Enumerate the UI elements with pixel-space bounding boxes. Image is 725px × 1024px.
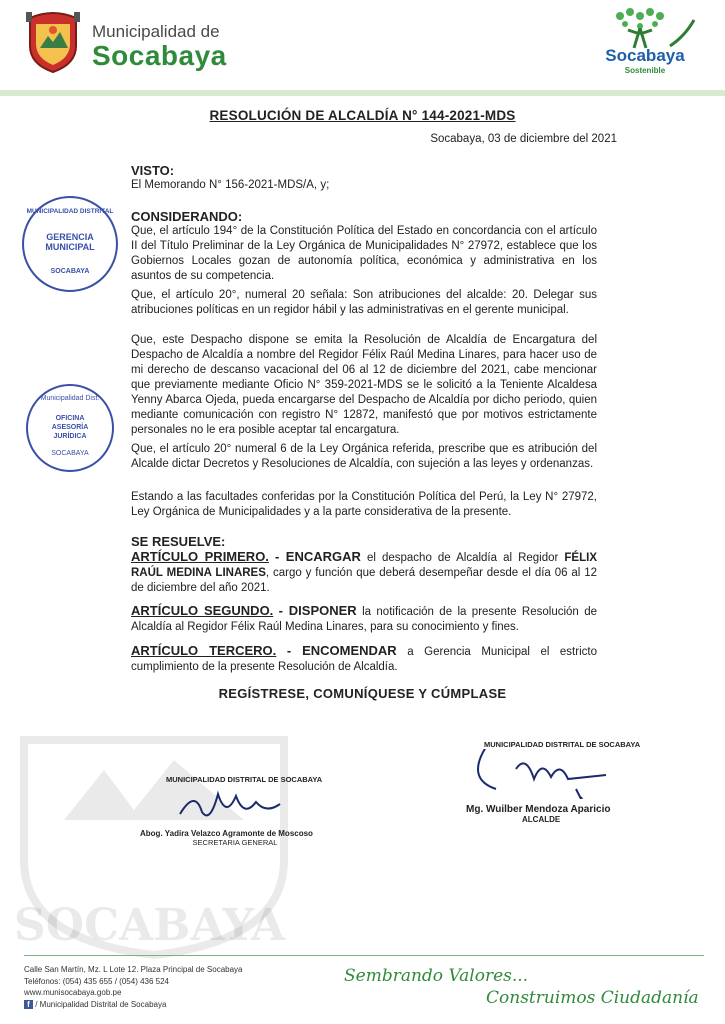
stamp-center-text: GERENCIA MUNICIPAL [45,232,95,252]
resuelve-heading: SE RESUELVE: [131,534,226,549]
footer-slogan-1: Sembrando Valores... [344,966,529,986]
socabaya-sostenible-logo [590,6,700,78]
municipality-label-big: Socabaya [92,40,227,71]
footer-slogan-2: Construimos Ciudadanía [486,988,699,1008]
article-text: el despacho de Alcaldía al Regidor [360,552,565,564]
footer-website: www.munisocabaya.gob.pe [24,988,122,997]
stamp-bottom-text: SOCABAYA [51,450,89,457]
asesoria-juridica-stamp [26,384,114,472]
secretaria-signature-block [140,775,330,847]
footer-phones: Teléfonos: (054) 435 655 / (054) 436 524 [24,976,169,986]
handwritten-signature [140,784,330,824]
tree-people-icon [590,6,700,50]
visto-text: El Memorando N° 156-2021-MDS/A, y; [131,179,330,191]
handwritten-signature [456,749,656,799]
resuelve-section [131,534,597,596]
stamp-center-text: OFICINA ASESORÍA JURÍDICA [51,415,89,440]
considerando-paragraph: Estando a las facultades conferidas por la Constitución Política del Perú, la Ley N° 27972, Ley Orgánica de Municipalidades y a la parte considerativa de la presente. [131,491,597,518]
article-label: ARTÍCULO PRIMERO. [131,549,269,564]
brand-name: Socabaya [605,46,685,65]
signature-org: MUNICIPALIDAD DISTRITAL DE SOCABAYA [166,775,323,784]
signature-name: Mg. Wuilber Mendoza Aparicio [466,804,611,815]
article-name: FÉLIX RAÚL MEDINA LINARES [131,552,597,579]
article-label: ARTÍCULO SEGUNDO. [131,603,274,618]
signature-org: MUNICIPALIDAD DISTRITAL DE SOCABAYA [484,740,641,749]
article-tercero [131,643,597,675]
municipality-label-small: Municipalidad de [92,22,220,41]
article-text: a Gerencia Municipal el estricto cumplimiento de la presente Resolución de Alcaldía. [131,646,597,673]
article-segundo [131,603,597,635]
footer-divider [24,955,704,956]
article-verb: - ENCARGAR [274,549,361,564]
considerando-paragraph: Que, este Despacho dispone se emita la Resolución de Alcaldía de Encargatura del Despacho de Alcaldía a nombre del Regidor Félix Raúl Medina Linares, para hacer uso de mi derecho de descanso vacacional del 06 al 12 de diciembre del 2021, cabe mencionar que previamente mediante Oficio N° 359-2021-MDS se le solicitó a la Teniente Alcaldesa Yenny Abarca Ojeda, pueda encargarse del Despacho de Alcaldía por dicho periodo, quien mediante comunicación con registro N° 12872, manifestó que por motivos estrictamente personales no le era posible aceptar tal encargatura. [131,334,597,436]
article-text: , cargo y función que deberá desempeñar desde el día 06 al 12 de diciembre del año 2021. [131,567,597,594]
considerando-paragraph: Que, el artículo 194° de la Constitución Política del Estado en concordancia con el artículo II del Título Preliminar de la Ley Orgánica de Municipalidades N° 27972, establece que los Gobiernos Locales gozan de autonomía política, económica y administrativa en los asuntos de su competencia. [131,225,597,282]
facebook-icon: f [24,1000,33,1009]
closing-formula: REGÍSTRESE, COMUNÍQUESE Y CÚMPLASE [218,686,507,701]
considerando-paragraph: Que, el artículo 20°, numeral 20 señala: Son atribuciones del alcalde: 20. Delegar sus atribuciones políticas en un regidor hábil y las administrativas en el gerente municipal. [131,289,597,316]
visto-heading: VISTO: [131,163,175,178]
considerando-paragraph: Que, el artículo 20° numeral 6 de la Ley Orgánica referida, prescribe que es atribución del Alcalde dictar Decretos y Resoluciones de Alcaldía, con sujeción a las leyes y ordenanzas. [131,443,597,470]
gerencia-municipal-stamp [22,196,118,292]
article-text: la notificación de la presente Resolución de Alcaldía al Regidor Félix Raúl Medina Linares, para su conocimiento y fines. [131,606,597,633]
municipal-shield-logo [22,8,84,74]
alcalde-signature-block [456,740,656,824]
considerando-section [131,209,597,284]
article-verb: - ENCOMENDAR [286,643,397,658]
footer-address: Calle San Martín, Mz. L Lote 12. Plaza Principal de Socabaya [24,965,243,974]
footer-contact [24,964,243,1010]
stamp-bottom-text: SOCABAYA [50,268,90,275]
resolution-date: Socabaya, 03 de diciembre del 2021 [430,133,617,145]
signature-name: Abog. Yadira Velazco Agramonte de Moscoso [140,829,313,838]
stamp-ring-text: MUNICIPALIDAD DISTRITAL [26,208,114,215]
signature-role: SECRETARIA GENERAL [192,838,278,847]
footer-facebook [24,999,243,1011]
header-divider [0,90,725,96]
footer-facebook-label: / Municipalidad Distrital de Socabaya [35,999,167,1009]
article-label: ARTÍCULO TERCERO. [131,643,277,658]
signature-role: ALCALDE [522,815,561,824]
watermark-text: SOCABAYA [14,900,286,951]
considerando-heading: CONSIDERANDO: [131,209,243,224]
stamp-ring-text: Municipalidad Dist. [40,395,100,402]
resolution-title: RESOLUCIÓN DE ALCALDÍA N° 144-2021-MDS [209,108,516,123]
brand-subtitle: Sostenible [624,66,666,75]
article-verb: - DISPONER [278,603,357,618]
visto-section [131,163,597,193]
article-primero [131,549,597,596]
